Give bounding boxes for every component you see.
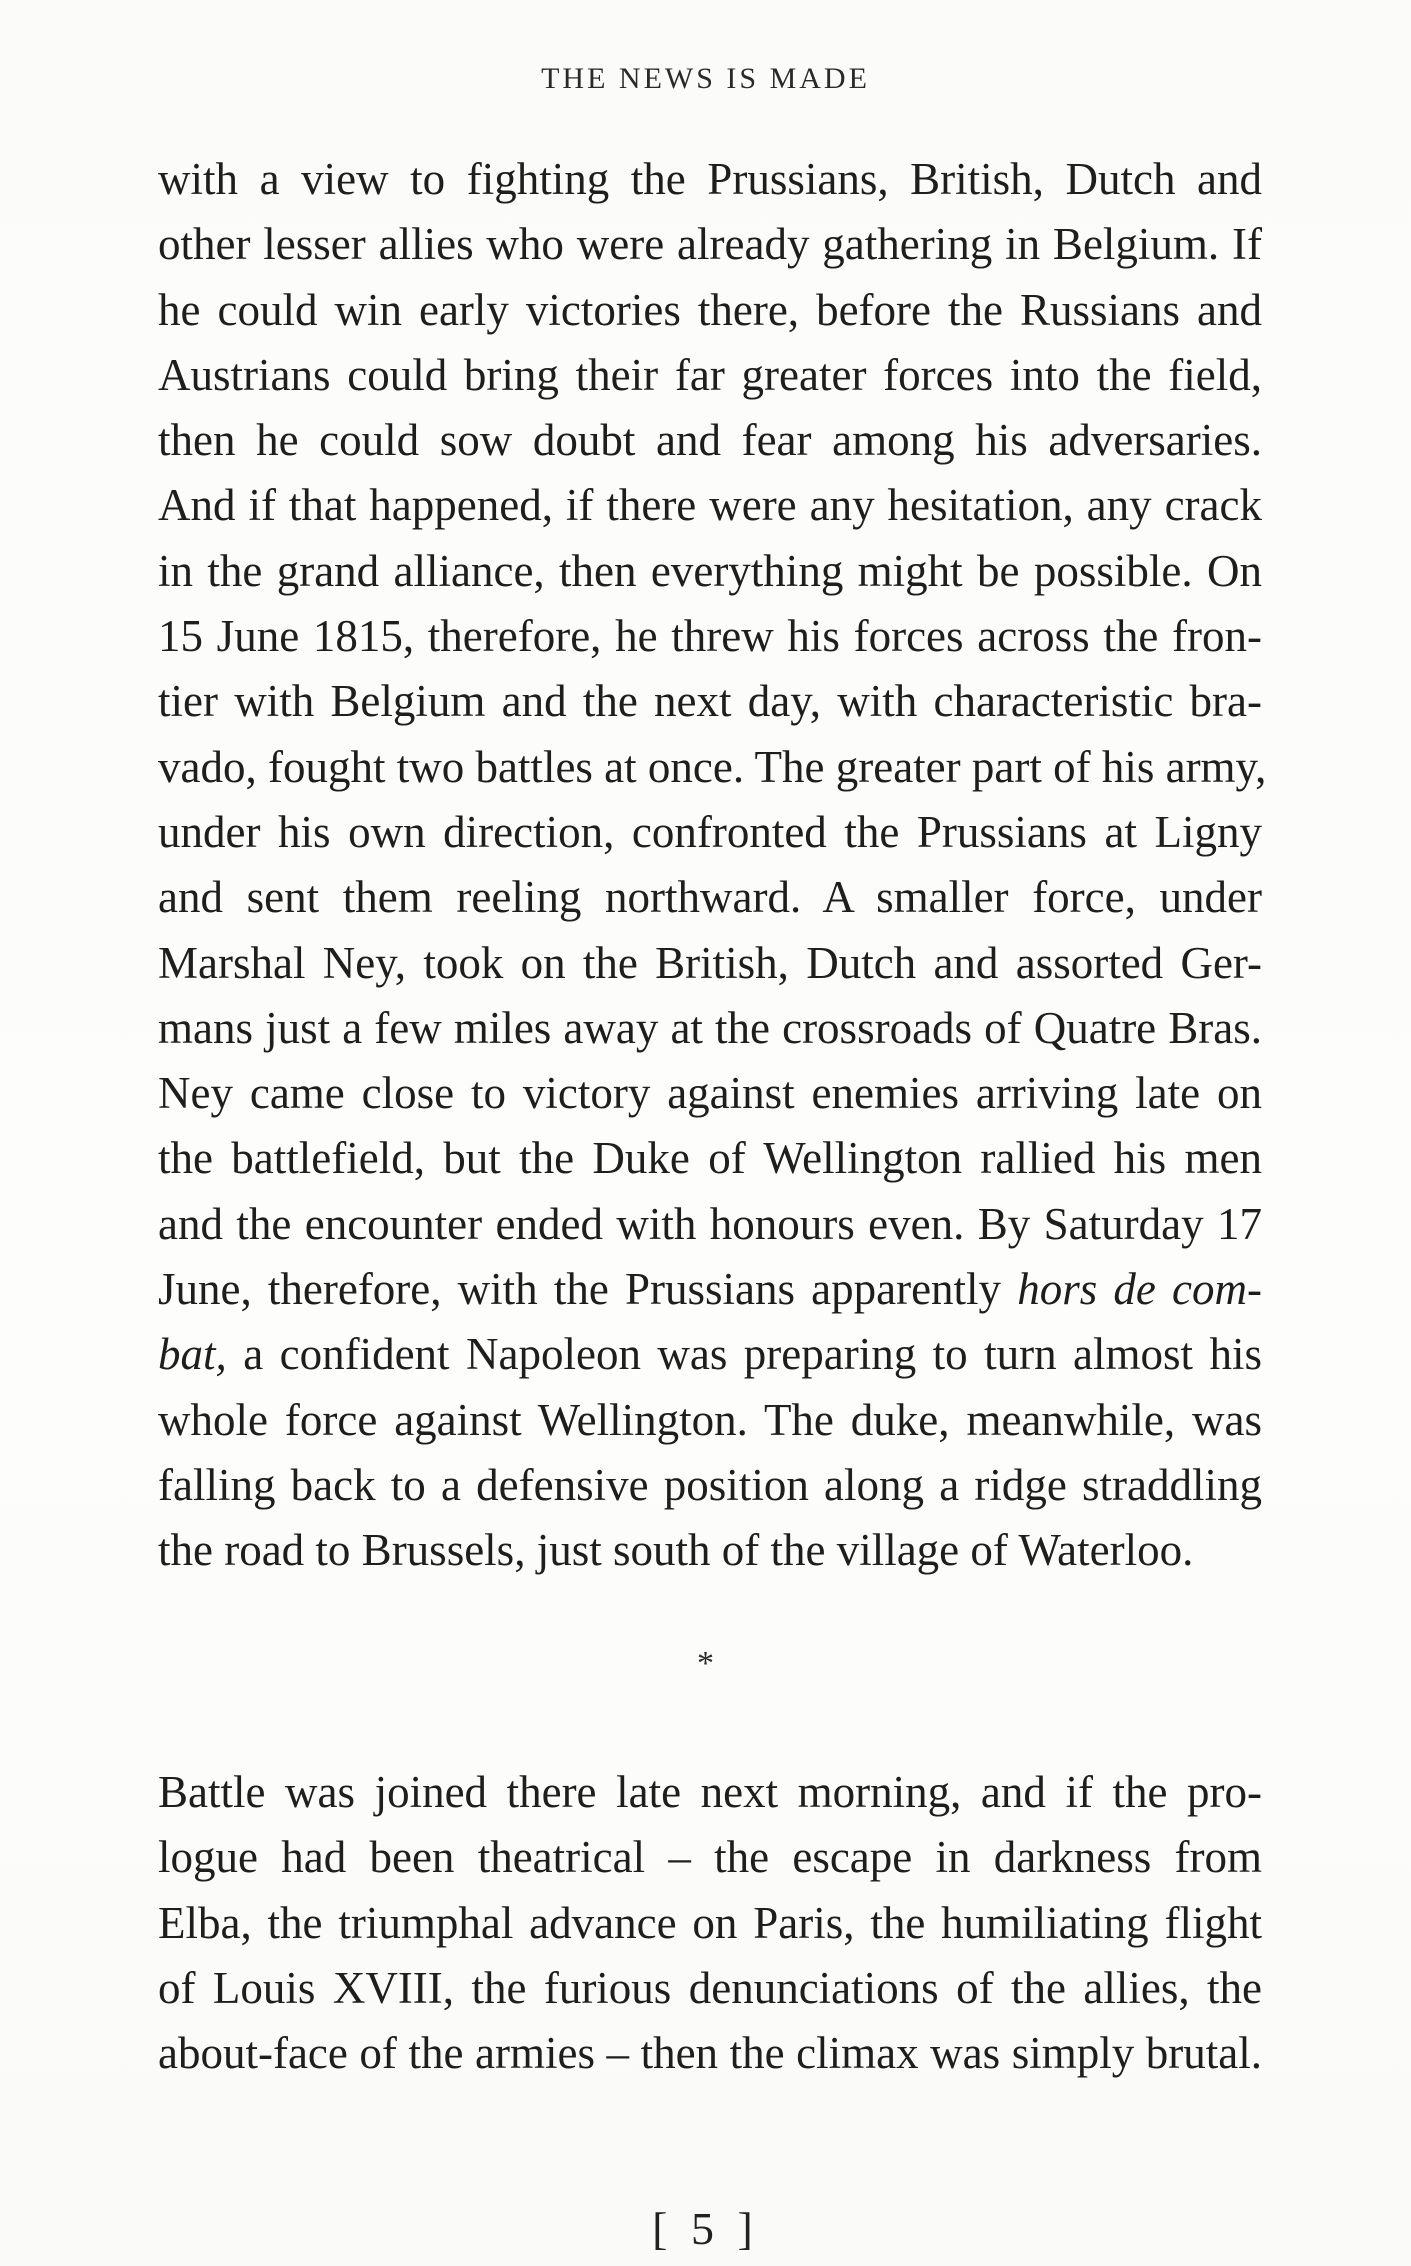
text-line: other lesser allies who were already gathering in Belgium. If bbox=[158, 219, 1262, 270]
section-break-asterisk: * bbox=[697, 1645, 714, 1682]
text-line-with-italic bbox=[158, 1322, 1262, 1387]
text-line: Battle was joined there late next morning, and if the pro- bbox=[158, 1767, 1262, 1817]
text-line: Austrians could bring their far greater forces into the field, bbox=[158, 349, 1262, 400]
paragraph-1 bbox=[158, 147, 1267, 1584]
italic-phrase: bat, bbox=[158, 1329, 227, 1380]
text-line: under his own direction, confronted the Prussians at Ligny bbox=[158, 806, 1262, 857]
text-line: and the encounter ended with honours even. By Saturday 17 bbox=[158, 1198, 1262, 1249]
text-line: tier with Belgium and the next day, with characteristic bra- bbox=[158, 676, 1262, 727]
text-line: vado, fought two battles at once. The greater part of his army, bbox=[158, 741, 1267, 792]
text-run: a confident Napoleon was preparing to turn almost his bbox=[226, 1329, 1262, 1380]
text-line: the battlefield, but the Duke of Wellington rallied his men bbox=[158, 1133, 1262, 1184]
text-line-with-italic bbox=[158, 1257, 1262, 1322]
text-line: then he could sow doubt and fear among his adversaries. bbox=[158, 415, 1262, 466]
text-line: Marshal Ney, took on the British, Dutch and assorted Ger- bbox=[158, 937, 1262, 988]
page-number: [ 5 ] bbox=[652, 2203, 759, 2254]
text-line: he could win early victories there, before the Russians and bbox=[158, 284, 1262, 335]
text-line: mans just a few miles away at the crossroads of Quatre Bras. bbox=[158, 1002, 1262, 1053]
text-line: Elba, the triumphal advance on Paris, the humiliating flight bbox=[158, 1897, 1262, 1948]
italic-phrase: hors de com- bbox=[1017, 1264, 1262, 1315]
text-line: with a view to fighting the Prussians, British, Dutch and bbox=[158, 154, 1262, 204]
running-head: THE NEWS IS MADE bbox=[541, 62, 870, 95]
text-line: logue had been theatrical – the escape in darkness from bbox=[158, 1832, 1262, 1883]
text-line: 15 June 1815, therefore, he threw his forces across the fron- bbox=[158, 611, 1262, 662]
text-line: And if that happened, if there were any hesitation, any crack bbox=[158, 480, 1262, 531]
text-line: Ney came close to victory against enemies arriving late on bbox=[158, 1068, 1262, 1119]
paragraph-2 bbox=[158, 1760, 1262, 2086]
text-line: of Louis XVIII, the furious denunciations of the allies, the bbox=[158, 1962, 1262, 2013]
text-line: whole force against Wellington. The duke, meanwhile, was bbox=[158, 1394, 1262, 1445]
text-line: the road to Brussels, just south of the village of Waterloo. bbox=[158, 1525, 1194, 1576]
text-line: falling back to a defensive position along a ridge straddling bbox=[158, 1459, 1262, 1510]
text-run: June, therefore, with the Prussians apparently bbox=[158, 1264, 1018, 1315]
text-line: and sent them reeling northward. A smaller force, under bbox=[158, 872, 1262, 923]
text-line: about-face of the armies – then the climax was simply brutal. bbox=[158, 2028, 1262, 2079]
text-line: in the grand alliance, then everything might be possible. On bbox=[158, 545, 1262, 596]
